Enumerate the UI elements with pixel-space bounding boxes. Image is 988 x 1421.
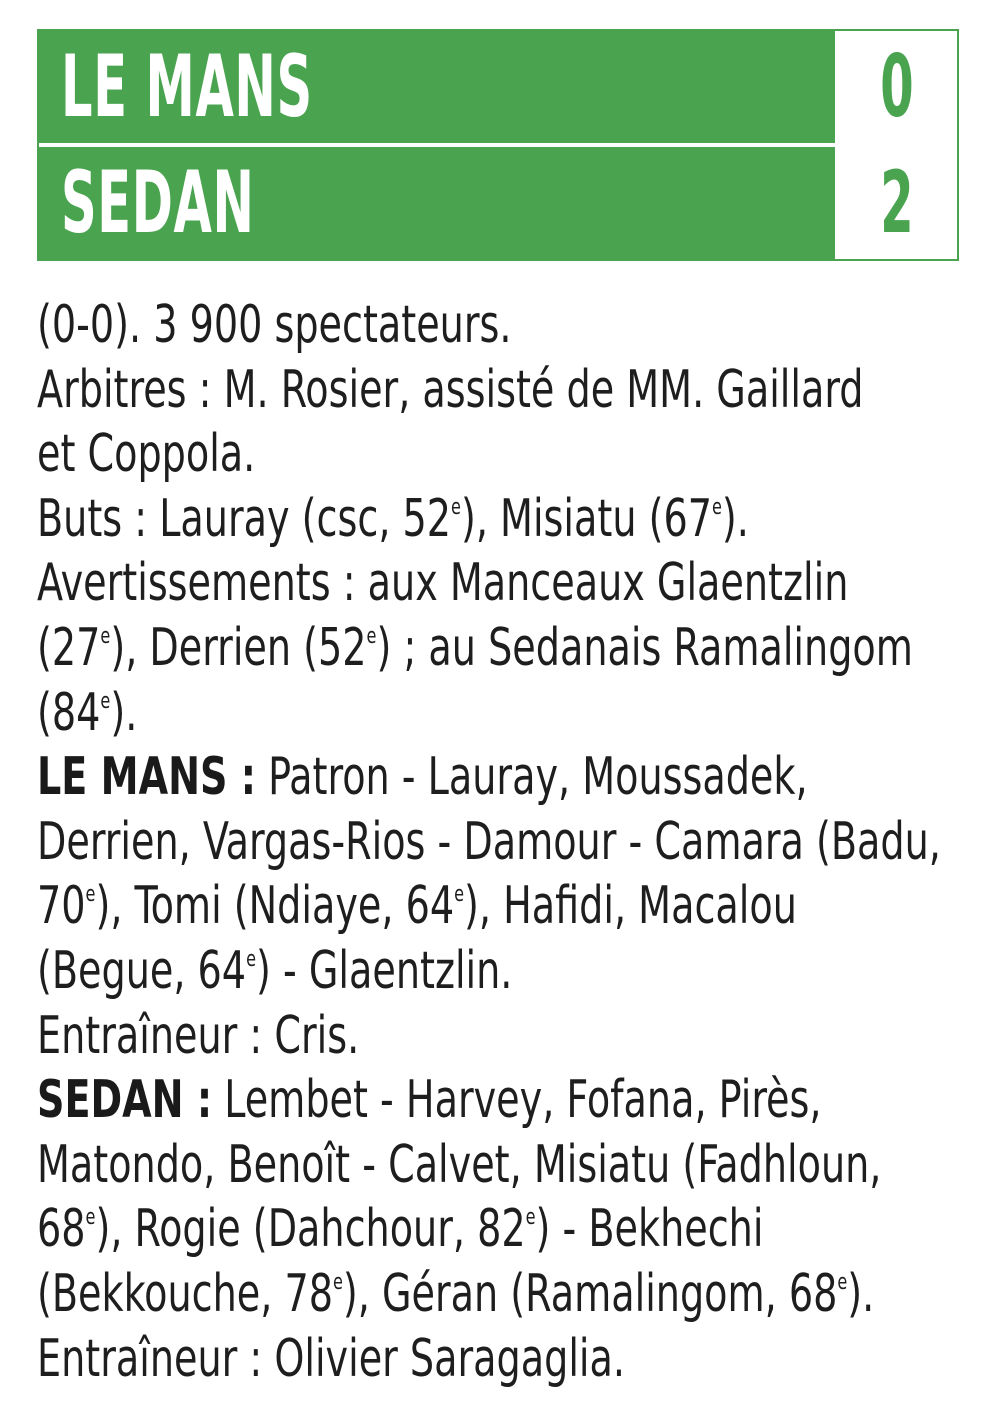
- ordinal-sup: e: [100, 623, 111, 649]
- home-team-block: [39, 31, 835, 143]
- cautions-text: ).: [110, 682, 138, 743]
- ordinal-sup: e: [454, 882, 465, 908]
- home-score: 0: [880, 37, 914, 137]
- cautions-line-end: [37, 681, 803, 746]
- home-row: [39, 31, 957, 143]
- lemans-lineup-line: [37, 939, 803, 1004]
- cautions-text: ) ; au Sedanais Ramalingom: [376, 617, 913, 678]
- goals-line: [37, 487, 803, 552]
- lineup-text: ) - Bekhechi: [535, 1199, 764, 1260]
- lemans-coach: Entraîneur : Cris.: [37, 1005, 360, 1066]
- goals-text: ), Misiatu (67: [460, 488, 712, 549]
- away-score-box: [837, 147, 957, 259]
- sedan-lineup-text: Lembet - Harvey, Fofana, Pirès,: [212, 1070, 822, 1131]
- goals-text: ).: [721, 488, 749, 549]
- lemans-lineup-line: [37, 745, 808, 810]
- sedan-lineup-line: [37, 1197, 803, 1262]
- lemans-lineup-label: LE MANS :: [37, 747, 256, 808]
- ordinal-sup: e: [711, 494, 722, 520]
- away-row: [39, 147, 957, 259]
- cautions-text: (27: [37, 617, 101, 678]
- ordinal-sup: e: [100, 688, 111, 714]
- lineup-text: 70: [37, 876, 86, 937]
- sedan-coach: Entraîneur : Olivier Saragaglia.: [37, 1328, 625, 1389]
- lineup-text: (Begue, 64: [37, 940, 247, 1001]
- cautions-text: ), Derrien (52: [110, 617, 367, 678]
- away-team-name: SEDAN: [61, 153, 255, 253]
- score-halftime-attendance: (0-0). 3 900 spectateurs.: [37, 295, 512, 355]
- goals-text: Buts : Lauray (csc, 52: [37, 488, 452, 549]
- lineup-text: ), Tomi (Ndiaye, 64: [95, 876, 455, 937]
- sedan-lineup-line: Matondo, Benoît - Calvet, Misiatu (Fadhloun,: [37, 1134, 882, 1195]
- lineup-text: ).: [847, 1263, 875, 1324]
- sedan-lineup-label: SEDAN :: [37, 1070, 213, 1131]
- cautions-line: Avertissements : aux Manceaux Glaentzlin: [37, 553, 849, 614]
- cautions-text: (84: [37, 682, 101, 743]
- lemans-lineup-line: Derrien, Vargas-Rios - Damour - Camara (Badu,: [37, 811, 941, 872]
- home-score-box: [837, 31, 957, 143]
- ordinal-sup: e: [366, 623, 377, 649]
- lineup-text: ), Hafidi, Macalou: [464, 876, 797, 937]
- scoreboard: [37, 29, 959, 261]
- sedan-lineup-line: [37, 1262, 875, 1327]
- ordinal-sup: e: [85, 1205, 96, 1231]
- ordinal-sup: e: [332, 1269, 343, 1295]
- lemans-lineup-text: Patron - Lauray, Moussadek,: [255, 747, 808, 808]
- match-report: [37, 293, 977, 1391]
- sedan-lineup-line: [37, 1068, 822, 1133]
- home-team-name: LE MANS: [61, 37, 313, 137]
- lemans-lineup-line: [37, 874, 803, 939]
- lineup-text: ), Géran (Ramalingom, 68: [342, 1263, 838, 1324]
- ordinal-sup: e: [451, 494, 461, 520]
- referees-line: Arbitres : M. Rosier, assisté de MM. Gaillard: [37, 359, 864, 420]
- ordinal-sup: e: [525, 1205, 536, 1231]
- ordinal-sup: e: [246, 946, 257, 972]
- lineup-text: ), Rogie (Dahchour, 82: [95, 1199, 526, 1260]
- ordinal-sup: e: [85, 882, 96, 908]
- referees-line-cont: et Coppola.: [37, 424, 256, 485]
- away-team-block: [39, 147, 835, 259]
- cautions-line-cont: [37, 616, 913, 681]
- lineup-text: (Bekkouche, 78: [37, 1263, 333, 1324]
- ordinal-sup: e: [837, 1269, 848, 1295]
- lineup-text: ) - Glaentzlin.: [256, 940, 513, 1001]
- lineup-text: 68: [37, 1199, 86, 1260]
- away-score: 2: [880, 153, 914, 253]
